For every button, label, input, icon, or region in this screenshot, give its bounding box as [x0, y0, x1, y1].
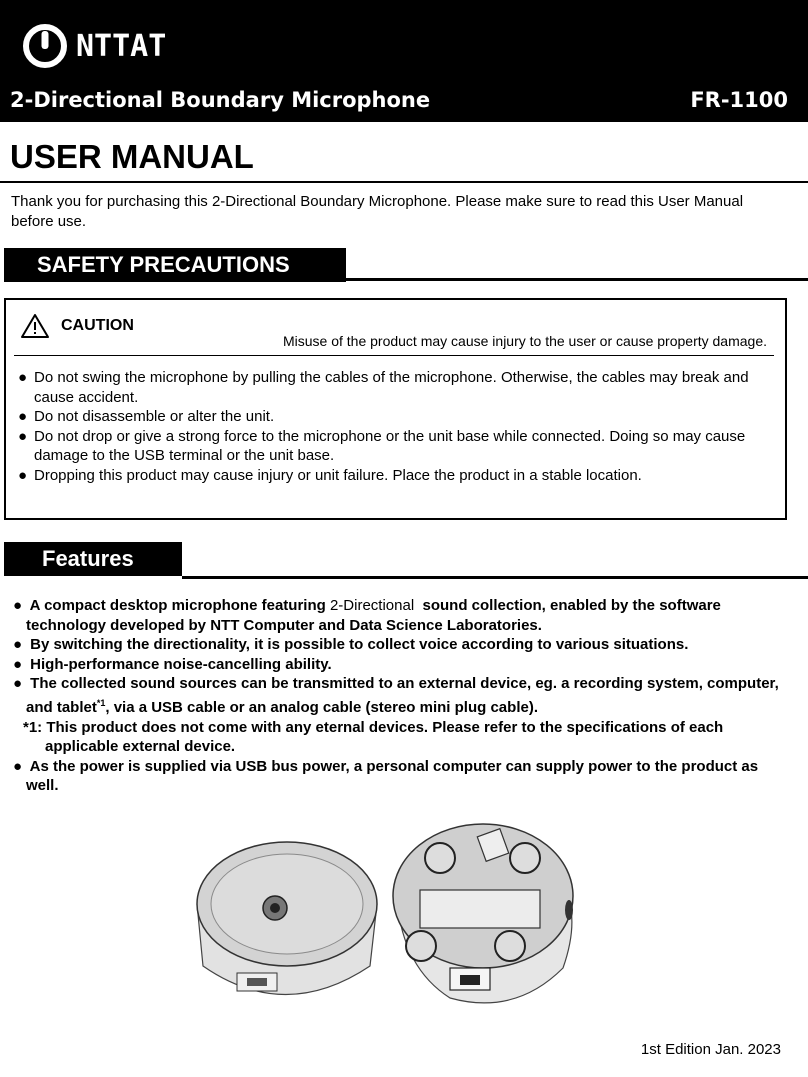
- list-item: ● A compact desktop microphone featuring 2-Directional sound collection, enabled by the software technology developed by NTT Computer and Data Science Laboratories.: [13, 597, 721, 634]
- bullet-icon: ●: [13, 757, 23, 775]
- footnote-ref: *1: [96, 697, 106, 708]
- list-item: ● Do not swing the microphone by pulling the cables of the microphone. Otherwise, the cables may break and cause accident.: [18, 369, 749, 406]
- ntt-logo-icon: [22, 23, 68, 69]
- features-heading-rule: [182, 576, 808, 579]
- list-item: ● High-performance noise-cancelling ability.: [13, 655, 332, 673]
- caution-list: [18, 368, 778, 485]
- header-banner: [0, 0, 808, 122]
- caution-label: CAUTION: [61, 317, 134, 334]
- features-list: [13, 596, 783, 796]
- bullet-icon: ●: [18, 427, 28, 445]
- bullet-icon: ●: [13, 597, 23, 614]
- bullet-icon: ●: [13, 636, 23, 654]
- title-divider: [0, 181, 808, 183]
- logo-wordmark: NTTAT: [76, 28, 167, 64]
- bullet-icon: ●: [13, 655, 23, 673]
- list-item: ● As the power is supplied via USB bus power, a personal computer can supply power to the product as well.: [13, 757, 759, 795]
- product-title: 2-Directional Boundary Microphone: [10, 88, 431, 112]
- edition-text: 1st Edition Jan. 2023: [640, 1041, 781, 1058]
- caution-divider: [14, 355, 774, 356]
- bullet-icon: ●: [18, 466, 28, 484]
- intro-text: Thank you for purchasing this 2-Directional Boundary Microphone. Please make sure to read this User Manual before use.: [11, 193, 744, 230]
- product-illustration: [185, 818, 585, 1018]
- safety-heading-rule: [346, 278, 808, 281]
- warning-triangle-icon: [20, 313, 50, 339]
- product-model: FR-1100: [690, 88, 788, 112]
- list-item: ● Do not disassemble or alter the unit.: [18, 408, 275, 425]
- page-title: USER MANUAL: [10, 138, 254, 175]
- features-heading: Features: [4, 542, 182, 576]
- caution-note: Misuse of the product may cause injury to the user or cause property damage.: [282, 333, 767, 349]
- list-item: ● By switching the directionality, it is possible to collect voice according to various situations.: [13, 636, 689, 654]
- safety-heading: SAFETY PRECAUTIONS: [4, 248, 346, 282]
- microphone-bottom-view: [393, 824, 573, 1003]
- list-item: ● Do not drop or give a strong force to the microphone or the unit base while connected. Doing so may cause damage to the USB terminal or the unit base.: [18, 427, 746, 464]
- bullet-icon: ●: [18, 369, 28, 386]
- caution-box: [4, 298, 787, 520]
- list-item: ● Dropping this product may cause injury or unit failure. Place the product in a stable location.: [18, 466, 642, 484]
- bullet-icon: ●: [13, 675, 23, 693]
- footnote: *1: This product does not come with any eternal devices. Please refer to the specifications of each applicable external device.: [23, 718, 724, 756]
- bullet-icon: ●: [18, 408, 28, 425]
- microphone-top-view: [197, 842, 377, 995]
- brand-logo: [22, 22, 166, 70]
- list-item: ● The collected sound sources can be transmitted to an external device, eg. a recording system, computer, and tablet$^{*1}$, via a USB cable or an analog cable (stereo mini plug cable).: [13, 675, 779, 716]
